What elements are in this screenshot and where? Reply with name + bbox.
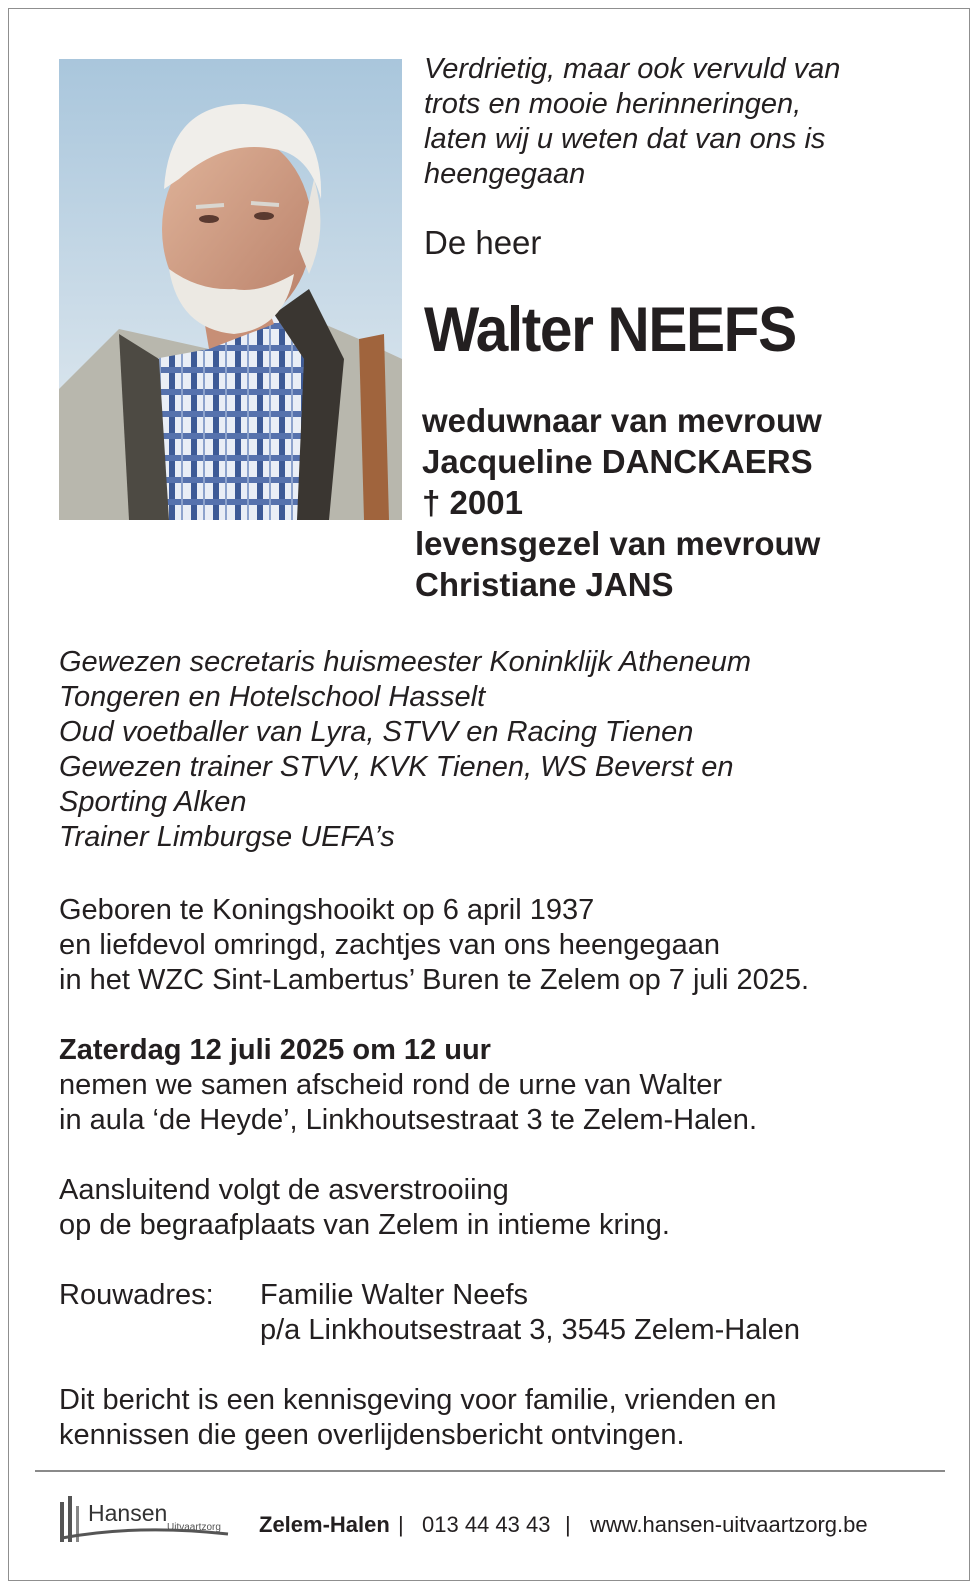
intro-line: Verdrietig, maar ook vervuld van <box>424 53 841 85</box>
career-line: Gewezen trainer STVV, KVK Tienen, WS Beverst en <box>59 751 734 783</box>
intro-line: heengegaan <box>424 158 586 190</box>
birth-death-line: in het WZC Sint-Lambertus’ Buren te Zelem op 7 juli 2025. <box>59 964 810 996</box>
career-line: Gewezen secretaris huismeester Koninklijk Atheneum <box>59 646 752 678</box>
honorific: De heer <box>424 224 542 261</box>
career-line: Trainer Limburgse UEFA’s <box>59 821 395 853</box>
scattering-text <box>59 1173 670 1243</box>
intro-line: trots en mooie herinneringen, <box>424 88 802 120</box>
ceremony-text <box>59 1033 757 1138</box>
mourning-address-line: p/a Linkhoutsestraat 3, 3545 Zelem-Halen <box>260 1314 801 1346</box>
footer-phone[interactable]: 013 44 43 43 <box>422 1512 551 1537</box>
notice-text <box>59 1383 776 1453</box>
notice-line: kennissen die geen overlijdensbericht ontvingen. <box>59 1419 685 1451</box>
footer-city: Zelem-Halen <box>259 1512 390 1537</box>
birth-death-line: Geboren te Koningshooikt op 6 april 1937 <box>59 894 595 926</box>
relation-line: Christiane JANS <box>415 566 674 603</box>
logo-name: Hansen <box>88 1500 168 1526</box>
career-line: Tongeren en Hotelschool Hasselt <box>59 681 486 713</box>
birth-death-line: en liefdevol omringd, zachtjes van ons heengegaan <box>59 929 721 961</box>
career-line: Sporting Alken <box>59 786 247 818</box>
intro-text <box>424 52 840 192</box>
mourning-address <box>260 1278 800 1348</box>
footer-separator: | <box>398 1512 404 1537</box>
career-text <box>59 645 751 855</box>
footer-separator: | <box>565 1512 571 1537</box>
relation-line: levensgezel van mevrouw <box>415 525 821 562</box>
footer-divider <box>35 1470 945 1472</box>
logo-subtitle: Uitvaartzorg <box>167 1522 221 1533</box>
deceased-name: Walter NEEFS <box>424 295 796 365</box>
mourning-address-label: Rouwadres: <box>59 1279 214 1311</box>
scattering-line: op de begraafplaats van Zelem in intieme kring. <box>59 1209 670 1241</box>
ceremony-date: Zaterdag 12 juli 2025 om 12 uur <box>59 1034 491 1066</box>
portrait-photo <box>59 59 402 520</box>
relation-line: Jacqueline DANCKAERS <box>422 443 813 480</box>
notice-line: Dit bericht is een kennisgeving voor familie, vrienden en <box>59 1384 777 1416</box>
scattering-line: Aansluitend volgt de asverstrooiing <box>59 1174 509 1206</box>
ceremony-line: nemen we samen afscheid rond de urne van Walter <box>59 1069 723 1101</box>
birth-death-text <box>59 893 809 998</box>
mourning-address-line: Familie Walter Neefs <box>260 1279 529 1311</box>
relation-line: weduwnaar van mevrouw <box>422 402 822 439</box>
footer-website-link[interactable]: www.hansen-uitvaartzorg.be <box>590 1512 868 1537</box>
intro-line: laten wij u weten dat van ons is <box>424 123 826 155</box>
relation-line: † 2001 <box>422 484 523 521</box>
ceremony-line: in aula ‘de Heyde’, Linkhoutsestraat 3 te Zelem-Halen. <box>59 1104 757 1136</box>
career-line: Oud voetballer van Lyra, STVV en Racing Tienen <box>59 716 694 748</box>
